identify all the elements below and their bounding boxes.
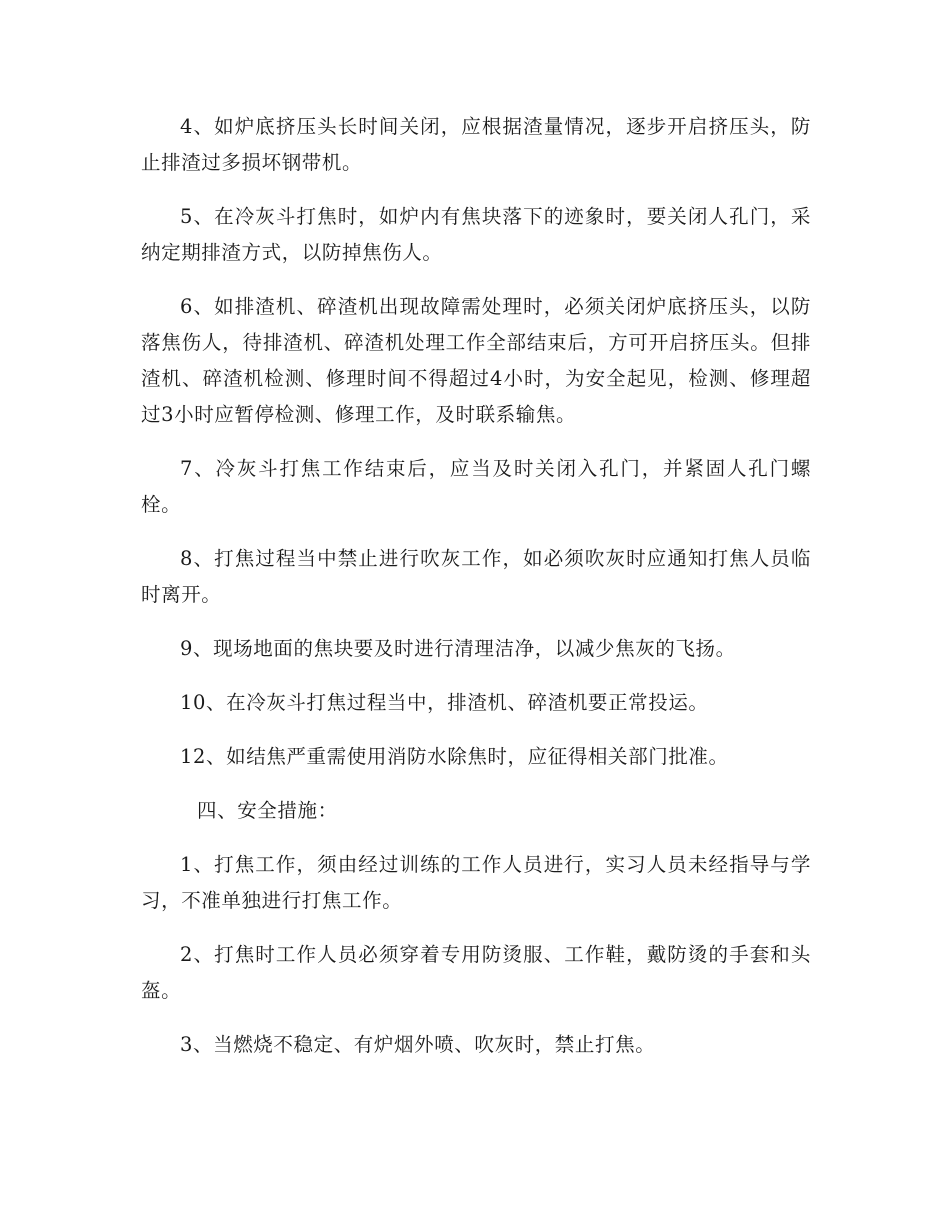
safety-paragraph-2: 2、打焦时工作人员必须穿着专用防烫服、工作鞋，戴防烫的手套和头盔。	[141, 943, 811, 1002]
paragraph-7: 7、冷灰斗打焦工作结束后，应当及时关闭入孔门，并紧固人孔门螺栓。	[141, 457, 811, 516]
paragraph-4: 4、如炉底挤压头长时间关闭，应根据渣量情况，逐步开启挤压头，防止排渣过多损坏钢带机。	[141, 115, 811, 174]
paragraph-12: 12、如结焦严重需使用消防水除焦时，应征得相关部门批准。	[180, 745, 729, 768]
paragraph-6: 6、如排渣机、碎渣机出现故障需处理时，必须关闭炉底挤压头，以防落焦伤人，待排渣机、碎渣机处理工作全部结束后，方可开启挤压头。但排渣机、碎渣机检测、修理时间不得超过4小时，为安全起见，检测、修理超过3小时应暂停检测、修理工作，及时联系输焦。	[141, 295, 811, 426]
paragraph-9: 9、现场地面的焦块要及时进行清理洁净，以减少焦灰的飞扬。	[180, 637, 736, 660]
safety-paragraph-1: 1、打焦工作，须由经过训练的工作人员进行，实习人员未经指导与学习，不准单独进行打焦工作。	[141, 853, 811, 912]
section-heading: 四、安全措施：	[197, 799, 338, 822]
safety-paragraph-3: 3、当燃烧不稳定、有炉烟外喷、吹灰时，禁止打焦。	[180, 1033, 656, 1056]
paragraph-8: 8、打焦过程当中禁止进行吹灰工作，如必须吹灰时应通知打焦人员临时离开。	[141, 547, 811, 606]
document-body	[141, 109, 811, 1081]
paragraph-10: 10、在冷灰斗打焦过程当中，排渣机、碎渣机要正常投运。	[180, 691, 709, 714]
paragraph-5: 5、在冷灰斗打焦时，如炉内有焦块落下的迹象时，要关闭人孔门，采纳定期排渣方式，以防掉焦伤人。	[141, 205, 811, 264]
